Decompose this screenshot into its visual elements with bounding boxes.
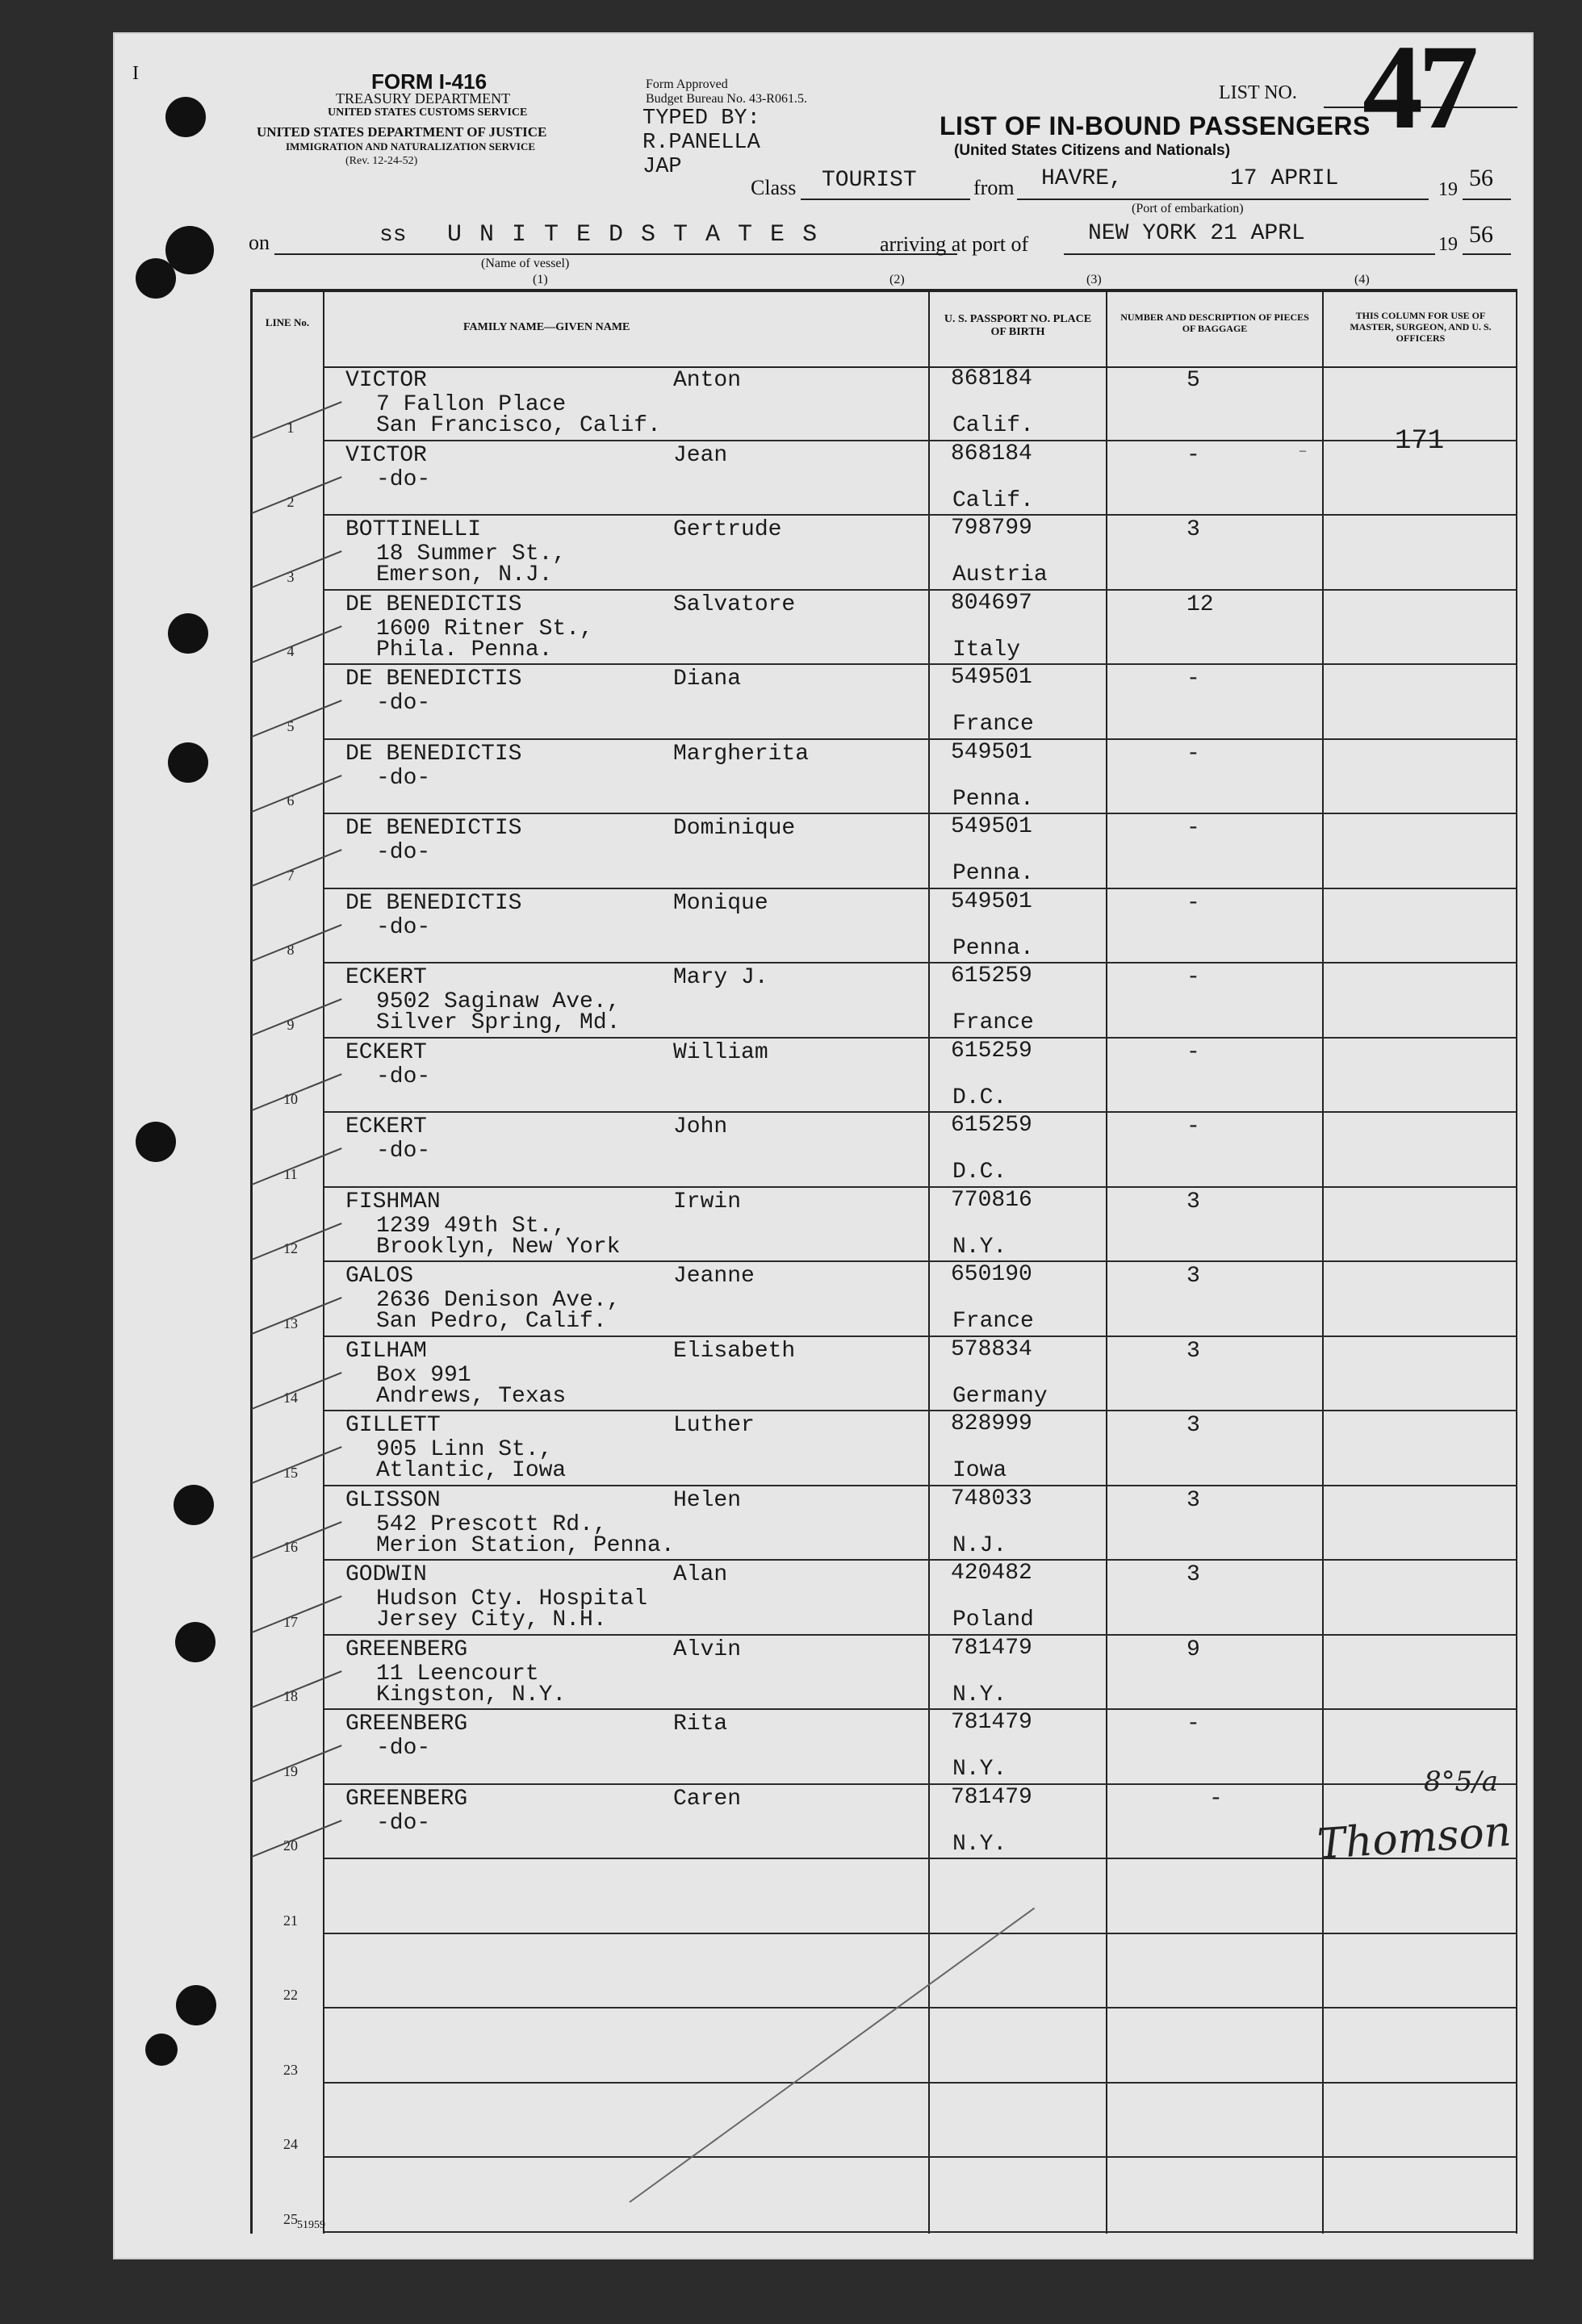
line-number: 22 bbox=[283, 1987, 298, 2003]
line-number: 13 bbox=[283, 1315, 298, 1331]
address-line-1: -do- bbox=[376, 840, 431, 865]
typed-by-label: TYPED BY: bbox=[642, 107, 760, 131]
family-name: GREENBERG bbox=[345, 1636, 468, 1662]
passport-number: 549501 bbox=[951, 665, 1032, 690]
address-line-1: -do- bbox=[376, 1736, 431, 1761]
line-number: 24 bbox=[283, 2136, 298, 2152]
address-line-2: Kingston, N.Y. bbox=[376, 1682, 567, 1707]
passport-number: 578834 bbox=[951, 1336, 1032, 1362]
baggage-count: - bbox=[1186, 965, 1200, 990]
table-row bbox=[250, 1859, 1517, 1934]
class-value: TOURIST bbox=[822, 168, 917, 193]
table-row bbox=[250, 1337, 1517, 1412]
place-of-birth: Austria bbox=[952, 562, 1048, 587]
form-title: LIST OF IN-BOUND PASSENGERS bbox=[940, 111, 1371, 140]
address-line-1: -do- bbox=[376, 1064, 431, 1089]
given-name: William bbox=[673, 1039, 768, 1065]
table-row bbox=[250, 1710, 1517, 1785]
header-baggage: NUMBER AND DESCRIPTION OF PIECES OF BAGGAGE bbox=[1120, 311, 1309, 334]
line-number: 3 bbox=[287, 568, 295, 585]
punch-hole bbox=[176, 1985, 216, 2025]
passport-number: 748033 bbox=[951, 1486, 1032, 1511]
given-name: Luther bbox=[673, 1413, 755, 1438]
given-name: Diana bbox=[673, 667, 742, 692]
header-officers: THIS COLUMN FOR USE OF MASTER, SURGEON, AND U. S. OFFICERS bbox=[1350, 310, 1492, 344]
table-row bbox=[250, 814, 1517, 889]
passport-number: 868184 bbox=[951, 441, 1032, 466]
given-name: Irwin bbox=[673, 1189, 742, 1214]
passenger-rows bbox=[250, 366, 1517, 2234]
address-line-1: 9502 Saginaw Ave., bbox=[376, 989, 621, 1014]
signature-note: 8°5/a bbox=[1424, 1766, 1498, 1798]
form-number: FORM I-416 bbox=[371, 69, 488, 94]
given-name: Rita bbox=[673, 1712, 728, 1737]
address-line-1: -do- bbox=[376, 691, 431, 716]
punch-hole bbox=[145, 2034, 178, 2066]
baggage-count: 9 bbox=[1186, 1636, 1200, 1662]
family-name: GILHAM bbox=[345, 1338, 427, 1364]
dept-customs: UNITED STATES CUSTOMS SERVICE bbox=[328, 107, 528, 119]
baggage-count: 3 bbox=[1186, 1338, 1200, 1364]
address-line-2: Brooklyn, New York bbox=[376, 1234, 621, 1260]
family-name: DE BENEDICTIS bbox=[345, 816, 522, 841]
line-number: 7 bbox=[287, 867, 295, 884]
family-name: GODWIN bbox=[345, 1562, 427, 1587]
baggage-count: - bbox=[1209, 1786, 1223, 1812]
port-embark-caption: (Port of embarkation) bbox=[1132, 202, 1244, 215]
punch-hole bbox=[165, 97, 206, 137]
dept-justice: UNITED STATES DEPARTMENT OF JUSTICE bbox=[257, 124, 547, 140]
typed-by-name: R.PANELLA bbox=[642, 131, 760, 155]
passport-number: 615259 bbox=[951, 963, 1032, 989]
passport-number: 798799 bbox=[951, 516, 1032, 541]
given-name: John bbox=[673, 1114, 728, 1139]
table-row bbox=[250, 740, 1517, 815]
baggage-count: - bbox=[1186, 816, 1200, 841]
footer-code: 51959 bbox=[297, 2219, 325, 2231]
address-line-2: Silver Spring, Md. bbox=[376, 1010, 621, 1035]
given-name: Elisabeth bbox=[673, 1338, 796, 1364]
arrival-port: NEW YORK 21 APRL bbox=[1088, 221, 1305, 246]
place-of-birth: N.J. bbox=[952, 1532, 1007, 1558]
address-line-1: 11 Leencourt bbox=[376, 1661, 539, 1687]
line-number: 17 bbox=[283, 1613, 298, 1630]
from-date: 17 APRIL bbox=[1230, 166, 1339, 191]
passport-number: 868184 bbox=[951, 366, 1032, 391]
passport-number: 420482 bbox=[951, 1561, 1032, 1586]
passport-number: 650190 bbox=[951, 1262, 1032, 1287]
baggage-count: - bbox=[1186, 1114, 1200, 1139]
line-number: 15 bbox=[283, 1464, 298, 1481]
family-name: FISHMAN bbox=[345, 1189, 441, 1214]
form-approved: Form Approved bbox=[646, 77, 728, 91]
given-name: Dominique bbox=[673, 816, 796, 841]
vessel-name: U N I T E D S T A T E S bbox=[447, 221, 819, 249]
family-name: DE BENEDICTIS bbox=[345, 667, 522, 692]
address-line-1: 1600 Ritner St., bbox=[376, 616, 593, 642]
punch-hole bbox=[136, 1122, 176, 1162]
line-number: 4 bbox=[287, 643, 295, 659]
passport-number: 804697 bbox=[951, 590, 1032, 616]
table-row bbox=[250, 441, 1517, 516]
col-num-3: (3) bbox=[1086, 273, 1102, 286]
baggage-count: 3 bbox=[1186, 1562, 1200, 1587]
arrival-year-prefix: 19 bbox=[1438, 234, 1458, 255]
line-number: 5 bbox=[287, 717, 295, 734]
passenger-table: LINE No. FAMILY NAME—GIVEN NAME U. S. PASSPORT NO. PLACE OF BIRTH NUMBER AND DESCRIPTION OF PIECES OF BAGGAGE THIS COLUMN FOR USE OF MASTER, SURGEON, AND U. S. OFFICERS 1 VICTOR 7 Fallon Place San Francisco, Calif. Anton 868184 Calif. 5 2 VICTOR -do- Jean 868184 Calif. - 3 BOTTINELLI 18 Summer St., Emerson, N.J. Gertrude 798799 Austria 3 4 DE BENEDICTIS 1600 Ritner St., Phila. Penna. Salvatore 804697 Italy 12 5 DE BENEDICTIS -do- Diana 549501 France - 6 DE BENEDICTIS -do- Margherita 549501 Penna. - 7 DE BENEDICTIS -do- Dominique 549501 Penna. - 8 DE BENEDICTIS -do- Monique 549501 Penna. - 9 ECKERT 9502 Saginaw Ave., Silver Spring, Md. Mary J. 615259 France - 10 ECKERT -do- William 615259 D.C. - 11 ECKERT -do- John 615259 D.C. - 12 FISHMAN 1239 49th St., Brooklyn, New York Irwin 770816 N.Y. 3 13 GALOS 2636 Denison Ave., San Pedro, Calif. Jeanne 650190 France 3 14 GILHAM Box 991 Andrews, Texas Elisabeth 578834 Germany 3 15 GILLETT 905 Linn St., Atlantic, Iowa Luther 828999 Iowa 3 16 GLISSON 542 Prescott Rd., Merion Station, Penna. Helen 748033 N.J. 3 17 GODWIN Hudson Cty. Hospital Jersey City, N.H. Alan 420482 Poland 3 18 GREENBERG 11 Leencourt Kingston, N.Y. Alvin 781479 N.Y. 9 19 GREENBERG -do- Rita 781479 N.Y. - 20 GREENBERG -do- Caren 781479 N.Y. - 21 22 23 24 25 171 – Thomson 8°5/a bbox=[250, 289, 1517, 2234]
baggage-count: - bbox=[1186, 890, 1200, 916]
punch-hole bbox=[175, 1622, 216, 1662]
place-of-birth: Germany bbox=[952, 1383, 1048, 1409]
table-row bbox=[250, 1636, 1517, 1711]
line-number: 8 bbox=[287, 942, 295, 958]
dept-treasury: TREASURY DEPARTMENT bbox=[336, 90, 511, 107]
address-line-2: Phila. Penna. bbox=[376, 637, 553, 663]
budget-bureau: Budget Bureau No. 43-R061.5. bbox=[646, 92, 807, 106]
arriving-label: arriving at port of bbox=[880, 232, 1029, 256]
header-line-no: LINE No. bbox=[265, 316, 310, 328]
address-line-1: 542 Prescott Rd., bbox=[376, 1511, 607, 1537]
header-name: FAMILY NAME—GIVEN NAME bbox=[463, 321, 630, 333]
table-row bbox=[250, 516, 1517, 591]
place-of-birth: Penna. bbox=[952, 935, 1034, 961]
address-line-1: -do- bbox=[376, 466, 431, 492]
baggage-count: - bbox=[1186, 442, 1200, 468]
passport-number: 615259 bbox=[951, 1038, 1032, 1064]
address-line-2: Jersey City, N.H. bbox=[376, 1607, 607, 1632]
line-number: 6 bbox=[287, 792, 295, 809]
place-of-birth: N.Y. bbox=[952, 1757, 1007, 1782]
address-line-1: 905 Linn St., bbox=[376, 1437, 553, 1462]
baggage-count: - bbox=[1186, 1039, 1200, 1065]
address-line-1: 2636 Denison Ave., bbox=[376, 1288, 621, 1313]
punch-hole bbox=[136, 258, 176, 299]
from-label: from bbox=[973, 176, 1015, 199]
passport-number: 781479 bbox=[951, 1710, 1032, 1735]
given-name: Jeanne bbox=[673, 1264, 755, 1289]
table-row bbox=[250, 2084, 1517, 2159]
given-name: Margherita bbox=[673, 741, 810, 767]
given-name: Mary J. bbox=[673, 965, 768, 990]
place-of-birth: N.Y. bbox=[952, 1682, 1007, 1707]
baggage-count: - bbox=[1186, 1712, 1200, 1737]
family-name: GLISSON bbox=[345, 1487, 441, 1513]
address-line-2: Merion Station, Penna. bbox=[376, 1532, 675, 1558]
place-of-birth: Penna. bbox=[952, 861, 1034, 886]
address-line-1: -do- bbox=[376, 1810, 431, 1836]
family-name: VICTOR bbox=[345, 368, 427, 393]
punch-hole bbox=[168, 742, 208, 783]
table-row bbox=[250, 591, 1517, 666]
line-number: 9 bbox=[287, 1016, 295, 1033]
year-prefix: 19 bbox=[1438, 179, 1458, 200]
given-name: Salvatore bbox=[673, 591, 796, 617]
place-of-birth: D.C. bbox=[952, 1085, 1007, 1110]
given-name: Anton bbox=[673, 368, 742, 393]
given-name: Alvin bbox=[673, 1636, 742, 1662]
place-of-birth: Penna. bbox=[952, 786, 1034, 812]
address-line-1: 1239 49th St., bbox=[376, 1213, 567, 1239]
year-value: 56 bbox=[1469, 165, 1493, 191]
line-number: 19 bbox=[283, 1762, 298, 1779]
line-number: 10 bbox=[283, 1091, 298, 1107]
address-line-2: Andrews, Texas bbox=[376, 1383, 567, 1409]
place-of-birth: N.Y. bbox=[952, 1234, 1007, 1260]
address-line-2: Atlantic, Iowa bbox=[376, 1458, 567, 1483]
line-number: 16 bbox=[283, 1539, 298, 1555]
revision: (Rev. 12-24-52) bbox=[345, 155, 418, 167]
passport-number: 781479 bbox=[951, 1784, 1032, 1810]
address-line-2: San Francisco, Calif. bbox=[376, 413, 661, 438]
table-row bbox=[250, 1561, 1517, 1636]
col-num-4: (4) bbox=[1354, 273, 1370, 286]
family-name: GREENBERG bbox=[345, 1786, 468, 1812]
line-number: 25 bbox=[283, 2210, 298, 2227]
table-row bbox=[250, 1188, 1517, 1263]
line-number: 21 bbox=[283, 1912, 298, 1929]
table-row bbox=[250, 1262, 1517, 1337]
line-number: 1 bbox=[287, 419, 295, 436]
place-of-birth: N.Y. bbox=[952, 1831, 1007, 1857]
baggage-count: 3 bbox=[1186, 517, 1200, 542]
family-name: ECKERT bbox=[345, 1114, 427, 1139]
officer-note: 171 bbox=[1395, 426, 1445, 457]
baggage-count: 3 bbox=[1186, 1189, 1200, 1214]
family-name: DE BENEDICTIS bbox=[345, 890, 522, 916]
family-name: ECKERT bbox=[345, 965, 427, 990]
baggage-count: 3 bbox=[1186, 1413, 1200, 1438]
family-name: GREENBERG bbox=[345, 1712, 468, 1737]
table-row bbox=[250, 366, 1517, 441]
place-of-birth: France bbox=[952, 1010, 1034, 1035]
dept-ins: IMMIGRATION AND NATURALIZATION SERVICE bbox=[286, 140, 536, 153]
passport-number: 549501 bbox=[951, 814, 1032, 839]
table-row bbox=[250, 1113, 1517, 1188]
baggage-count: 12 bbox=[1186, 591, 1214, 617]
given-name: Jean bbox=[673, 442, 728, 468]
given-name: Caren bbox=[673, 1786, 742, 1812]
table-row bbox=[250, 1411, 1517, 1486]
baggage-count: 3 bbox=[1186, 1487, 1200, 1513]
table-row bbox=[250, 1039, 1517, 1114]
punch-hole bbox=[174, 1485, 214, 1525]
line-number: 23 bbox=[283, 2061, 298, 2078]
family-name: DE BENEDICTIS bbox=[345, 741, 522, 767]
line-number: 2 bbox=[287, 494, 295, 510]
family-name: BOTTINELLI bbox=[345, 517, 482, 542]
family-name: VICTOR bbox=[345, 442, 427, 468]
col-num-2: (2) bbox=[889, 273, 905, 286]
table-row bbox=[250, 889, 1517, 964]
given-name: Gertrude bbox=[673, 517, 782, 542]
list-number: 47 bbox=[1362, 20, 1474, 154]
passport-number: 781479 bbox=[951, 1635, 1032, 1661]
place-of-birth: Italy bbox=[952, 637, 1021, 663]
baggage-count: - bbox=[1186, 741, 1200, 767]
col-num-1: (1) bbox=[533, 273, 548, 286]
address-line-2: San Pedro, Calif. bbox=[376, 1309, 607, 1334]
line-number: 11 bbox=[283, 1165, 298, 1182]
family-name: GILLETT bbox=[345, 1413, 441, 1438]
table-row bbox=[250, 1934, 1517, 2009]
passport-number: 549501 bbox=[951, 739, 1032, 765]
address-line-1: 18 Summer St., bbox=[376, 541, 567, 566]
table-row bbox=[250, 2008, 1517, 2084]
place-of-birth: France bbox=[952, 712, 1034, 737]
address-line-1: -do- bbox=[376, 765, 431, 791]
arrival-year: 56 bbox=[1469, 221, 1493, 248]
line-number: 14 bbox=[283, 1390, 298, 1406]
address-line-1: 7 Fallon Place bbox=[376, 392, 567, 417]
given-name: Helen bbox=[673, 1487, 742, 1513]
place-of-birth: Iowa bbox=[952, 1458, 1007, 1483]
on-label: on bbox=[249, 231, 270, 254]
vessel-prefix: ss bbox=[379, 223, 407, 248]
table-row bbox=[250, 1486, 1517, 1561]
family-name: DE BENEDICTIS bbox=[345, 591, 522, 617]
given-name: Monique bbox=[673, 890, 768, 916]
passport-number: 828999 bbox=[951, 1411, 1032, 1436]
vessel-caption: (Name of vessel) bbox=[481, 257, 570, 270]
place-of-birth: D.C. bbox=[952, 1160, 1007, 1185]
place-of-birth: Calif. bbox=[952, 413, 1034, 438]
manifest-page bbox=[113, 20, 1534, 2259]
passport-number: 615259 bbox=[951, 1113, 1032, 1138]
table-row bbox=[250, 665, 1517, 740]
header-passport: U. S. PASSPORT NO. PLACE OF BIRTH bbox=[944, 313, 1092, 338]
family-name: ECKERT bbox=[345, 1039, 427, 1065]
passport-number: 549501 bbox=[951, 888, 1032, 914]
typed-by-initials: JAP bbox=[642, 155, 682, 179]
officer-signature: Thomson bbox=[1316, 1807, 1513, 1870]
family-name: GALOS bbox=[345, 1264, 414, 1289]
line-number: 12 bbox=[283, 1240, 298, 1256]
passport-number: 770816 bbox=[951, 1187, 1032, 1213]
line-number: 18 bbox=[283, 1688, 298, 1704]
address-line-1: Box 991 bbox=[376, 1362, 471, 1388]
from-port: HAVRE, bbox=[1041, 166, 1123, 191]
margin-mark: I bbox=[132, 63, 139, 84]
address-line-1: -do- bbox=[376, 1139, 431, 1164]
baggage-count: 5 bbox=[1186, 368, 1200, 393]
table-row bbox=[250, 2158, 1517, 2233]
place-of-birth: France bbox=[952, 1309, 1034, 1334]
address-line-2: Emerson, N.J. bbox=[376, 562, 553, 587]
line-number: 20 bbox=[283, 1837, 298, 1854]
class-label: Class bbox=[751, 176, 797, 199]
punch-hole bbox=[168, 613, 208, 654]
address-line-1: -do- bbox=[376, 914, 431, 940]
place-of-birth: Poland bbox=[952, 1607, 1034, 1632]
given-name: Alan bbox=[673, 1562, 728, 1587]
table-row bbox=[250, 963, 1517, 1039]
form-subtitle: (United States Citizens and Nationals) bbox=[954, 142, 1231, 159]
place-of-birth: Calif. bbox=[952, 487, 1034, 513]
baggage-count: - bbox=[1186, 667, 1200, 692]
list-no-label: LIST NO. bbox=[1219, 82, 1297, 103]
baggage-count: 3 bbox=[1186, 1264, 1200, 1289]
address-line-1: Hudson Cty. Hospital bbox=[376, 1586, 648, 1611]
